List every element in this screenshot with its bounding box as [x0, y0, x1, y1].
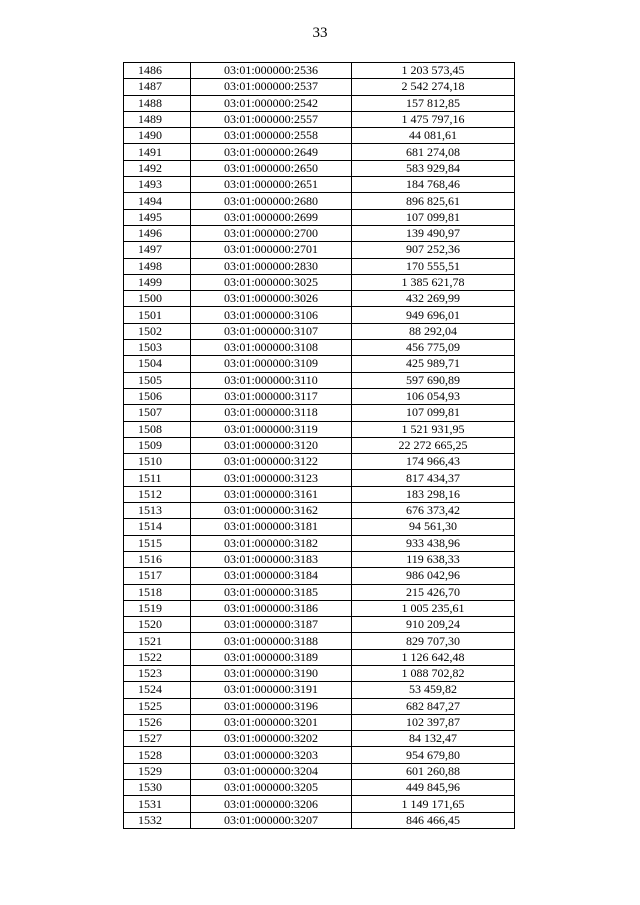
cadastral-number-cell: 03:01:000000:3191	[191, 682, 352, 698]
table-row	[124, 682, 515, 698]
cadastral-value-cell: 896 825,61	[352, 193, 515, 209]
row-number-cell: 1499	[124, 274, 191, 290]
cadastral-number-cell: 03:01:000000:2649	[191, 144, 352, 160]
cadastral-number-cell: 03:01:000000:2536	[191, 63, 352, 79]
table-row	[124, 225, 515, 241]
cadastral-number-cell: 03:01:000000:3183	[191, 551, 352, 567]
cadastral-value-cell: 817 434,37	[352, 470, 515, 486]
cadastral-value-cell: 449 845,96	[352, 780, 515, 796]
cadastral-value-cell: 183 298,16	[352, 486, 515, 502]
cadastral-number-cell: 03:01:000000:3186	[191, 600, 352, 616]
row-number-cell: 1500	[124, 291, 191, 307]
table-row	[124, 111, 515, 127]
table-row	[124, 665, 515, 681]
cadastral-value-cell: 107 099,81	[352, 209, 515, 225]
cadastral-number-cell: 03:01:000000:3106	[191, 307, 352, 323]
row-number-cell: 1490	[124, 128, 191, 144]
cadastral-number-cell: 03:01:000000:3120	[191, 437, 352, 453]
cadastral-value-cell: 170 555,51	[352, 258, 515, 274]
cadastral-number-cell: 03:01:000000:3182	[191, 535, 352, 551]
row-number-cell: 1493	[124, 177, 191, 193]
table-row	[124, 584, 515, 600]
row-number-cell: 1525	[124, 698, 191, 714]
row-number-cell: 1514	[124, 519, 191, 535]
cadastral-number-cell: 03:01:000000:3123	[191, 470, 352, 486]
cadastral-value-cell: 986 042,96	[352, 568, 515, 584]
cadastral-value-cell: 907 252,36	[352, 242, 515, 258]
cadastral-value-cell: 1 521 931,95	[352, 421, 515, 437]
cadastral-number-cell: 03:01:000000:3190	[191, 665, 352, 681]
cadastral-number-cell: 03:01:000000:2699	[191, 209, 352, 225]
table-row	[124, 649, 515, 665]
row-number-cell: 1512	[124, 486, 191, 502]
cadastral-value-cell: 1 149 171,65	[352, 796, 515, 812]
row-number-cell: 1497	[124, 242, 191, 258]
table-row	[124, 568, 515, 584]
row-number-cell: 1486	[124, 63, 191, 79]
cadastral-number-cell: 03:01:000000:3188	[191, 633, 352, 649]
row-number-cell: 1505	[124, 372, 191, 388]
cadastral-value-cell: 846 466,45	[352, 812, 515, 828]
cadastral-number-cell: 03:01:000000:3026	[191, 291, 352, 307]
row-number-cell: 1521	[124, 633, 191, 649]
cadastral-number-cell: 03:01:000000:2557	[191, 111, 352, 127]
row-number-cell: 1495	[124, 209, 191, 225]
cadastral-value-cell: 84 132,47	[352, 731, 515, 747]
table-row	[124, 714, 515, 730]
row-number-cell: 1487	[124, 79, 191, 95]
row-number-cell: 1508	[124, 421, 191, 437]
table-row	[124, 763, 515, 779]
row-number-cell: 1503	[124, 340, 191, 356]
cadastral-value-cell: 102 397,87	[352, 714, 515, 730]
table-row	[124, 144, 515, 160]
cadastral-number-cell: 03:01:000000:3107	[191, 323, 352, 339]
cadastral-number-cell: 03:01:000000:2830	[191, 258, 352, 274]
table-row	[124, 796, 515, 812]
table-row	[124, 454, 515, 470]
table-row	[124, 323, 515, 339]
cadastral-value-cell: 425 989,71	[352, 356, 515, 372]
row-number-cell: 1526	[124, 714, 191, 730]
row-number-cell: 1518	[124, 584, 191, 600]
table-row	[124, 274, 515, 290]
row-number-cell: 1527	[124, 731, 191, 747]
table-row	[124, 95, 515, 111]
cadastral-number-cell: 03:01:000000:3206	[191, 796, 352, 812]
table-row	[124, 356, 515, 372]
row-number-cell: 1510	[124, 454, 191, 470]
cadastral-value-cell: 583 929,84	[352, 160, 515, 176]
cadastral-number-cell: 03:01:000000:3119	[191, 421, 352, 437]
row-number-cell: 1496	[124, 225, 191, 241]
table-row	[124, 486, 515, 502]
cadastral-value-cell: 829 707,30	[352, 633, 515, 649]
cadastral-number-cell: 03:01:000000:3205	[191, 780, 352, 796]
cadastral-value-cell: 1 475 797,16	[352, 111, 515, 127]
table-row	[124, 63, 515, 79]
row-number-cell: 1498	[124, 258, 191, 274]
table-row	[124, 535, 515, 551]
row-number-cell: 1530	[124, 780, 191, 796]
cadastral-value-cell: 456 775,09	[352, 340, 515, 356]
cadastral-number-cell: 03:01:000000:3204	[191, 763, 352, 779]
cadastral-value-cell: 1 088 702,82	[352, 665, 515, 681]
cadastral-value-cell: 53 459,82	[352, 682, 515, 698]
cadastral-value-cell: 22 272 665,25	[352, 437, 515, 453]
row-number-cell: 1491	[124, 144, 191, 160]
row-number-cell: 1506	[124, 388, 191, 404]
cadastral-number-cell: 03:01:000000:3203	[191, 747, 352, 763]
table-row	[124, 747, 515, 763]
cadastral-value-table	[123, 62, 515, 829]
table-row	[124, 731, 515, 747]
table-row	[124, 405, 515, 421]
row-number-cell: 1520	[124, 617, 191, 633]
cadastral-number-cell: 03:01:000000:3110	[191, 372, 352, 388]
row-number-cell: 1513	[124, 503, 191, 519]
table-row	[124, 421, 515, 437]
cadastral-number-cell: 03:01:000000:3187	[191, 617, 352, 633]
cadastral-value-cell: 88 292,04	[352, 323, 515, 339]
cadastral-number-cell: 03:01:000000:2537	[191, 79, 352, 95]
cadastral-number-cell: 03:01:000000:3122	[191, 454, 352, 470]
cadastral-value-cell: 107 099,81	[352, 405, 515, 421]
table-row	[124, 372, 515, 388]
table-row	[124, 600, 515, 616]
row-number-cell: 1517	[124, 568, 191, 584]
table-row	[124, 503, 515, 519]
cadastral-number-cell: 03:01:000000:3108	[191, 340, 352, 356]
row-number-cell: 1524	[124, 682, 191, 698]
cadastral-number-cell: 03:01:000000:2651	[191, 177, 352, 193]
cadastral-value-cell: 174 966,43	[352, 454, 515, 470]
row-number-cell: 1507	[124, 405, 191, 421]
table-row	[124, 388, 515, 404]
cadastral-value-cell: 681 274,08	[352, 144, 515, 160]
table-row	[124, 551, 515, 567]
table-row	[124, 177, 515, 193]
cadastral-number-cell: 03:01:000000:3207	[191, 812, 352, 828]
cadastral-value-cell: 139 490,97	[352, 225, 515, 241]
table-row	[124, 470, 515, 486]
table-row	[124, 780, 515, 796]
cadastral-number-cell: 03:01:000000:3181	[191, 519, 352, 535]
cadastral-value-cell: 44 081,61	[352, 128, 515, 144]
table-row	[124, 437, 515, 453]
cadastral-value-cell: 933 438,96	[352, 535, 515, 551]
row-number-cell: 1523	[124, 665, 191, 681]
cadastral-value-cell: 676 373,42	[352, 503, 515, 519]
cadastral-value-cell: 601 260,88	[352, 763, 515, 779]
cadastral-number-cell: 03:01:000000:3117	[191, 388, 352, 404]
cadastral-value-cell: 954 679,80	[352, 747, 515, 763]
table-row	[124, 79, 515, 95]
cadastral-number-cell: 03:01:000000:3202	[191, 731, 352, 747]
table-row	[124, 633, 515, 649]
table-row	[124, 160, 515, 176]
table-row	[124, 812, 515, 828]
cadastral-number-cell: 03:01:000000:2701	[191, 242, 352, 258]
cadastral-value-cell: 1 385 621,78	[352, 274, 515, 290]
row-number-cell: 1492	[124, 160, 191, 176]
cadastral-value-cell: 106 054,93	[352, 388, 515, 404]
cadastral-value-cell: 1 203 573,45	[352, 63, 515, 79]
cadastral-value-cell: 910 209,24	[352, 617, 515, 633]
cadastral-number-cell: 03:01:000000:3196	[191, 698, 352, 714]
row-number-cell: 1511	[124, 470, 191, 486]
cadastral-value-cell: 597 690,89	[352, 372, 515, 388]
row-number-cell: 1502	[124, 323, 191, 339]
cadastral-number-cell: 03:01:000000:2700	[191, 225, 352, 241]
cadastral-value-cell: 157 812,85	[352, 95, 515, 111]
row-number-cell: 1489	[124, 111, 191, 127]
cadastral-number-cell: 03:01:000000:3189	[191, 649, 352, 665]
cadastral-value-cell: 184 768,46	[352, 177, 515, 193]
row-number-cell: 1529	[124, 763, 191, 779]
cadastral-number-cell: 03:01:000000:2558	[191, 128, 352, 144]
row-number-cell: 1494	[124, 193, 191, 209]
table-row	[124, 340, 515, 356]
row-number-cell: 1509	[124, 437, 191, 453]
row-number-cell: 1532	[124, 812, 191, 828]
row-number-cell: 1488	[124, 95, 191, 111]
table-row	[124, 209, 515, 225]
row-number-cell: 1515	[124, 535, 191, 551]
row-number-cell: 1504	[124, 356, 191, 372]
row-number-cell: 1531	[124, 796, 191, 812]
table-row	[124, 242, 515, 258]
cadastral-value-cell: 682 847,27	[352, 698, 515, 714]
cadastral-number-cell: 03:01:000000:3184	[191, 568, 352, 584]
cadastral-value-cell: 1 005 235,61	[352, 600, 515, 616]
table-row	[124, 128, 515, 144]
cadastral-number-cell: 03:01:000000:3162	[191, 503, 352, 519]
row-number-cell: 1516	[124, 551, 191, 567]
cadastral-number-cell: 03:01:000000:3118	[191, 405, 352, 421]
cadastral-number-cell: 03:01:000000:2650	[191, 160, 352, 176]
table-row	[124, 193, 515, 209]
cadastral-number-cell: 03:01:000000:3161	[191, 486, 352, 502]
cadastral-value-cell: 949 696,01	[352, 307, 515, 323]
cadastral-value-cell: 1 126 642,48	[352, 649, 515, 665]
cadastral-number-cell: 03:01:000000:3185	[191, 584, 352, 600]
row-number-cell: 1528	[124, 747, 191, 763]
row-number-cell: 1522	[124, 649, 191, 665]
table-row	[124, 258, 515, 274]
cadastral-number-cell: 03:01:000000:3109	[191, 356, 352, 372]
page-number: 33	[312, 25, 328, 41]
table-row	[124, 307, 515, 323]
cadastral-value-cell: 215 426,70	[352, 584, 515, 600]
table-row	[124, 291, 515, 307]
cadastral-value-cell: 2 542 274,18	[352, 79, 515, 95]
cadastral-number-cell: 03:01:000000:3201	[191, 714, 352, 730]
row-number-cell: 1501	[124, 307, 191, 323]
table-body	[124, 63, 515, 829]
cadastral-number-cell: 03:01:000000:2542	[191, 95, 352, 111]
table-row	[124, 617, 515, 633]
cadastral-value-cell: 94 561,30	[352, 519, 515, 535]
row-number-cell: 1519	[124, 600, 191, 616]
cadastral-number-cell: 03:01:000000:2680	[191, 193, 352, 209]
cadastral-number-cell: 03:01:000000:3025	[191, 274, 352, 290]
cadastral-value-cell: 432 269,99	[352, 291, 515, 307]
cadastral-value-cell: 119 638,33	[352, 551, 515, 567]
table-row	[124, 698, 515, 714]
table-row	[124, 519, 515, 535]
